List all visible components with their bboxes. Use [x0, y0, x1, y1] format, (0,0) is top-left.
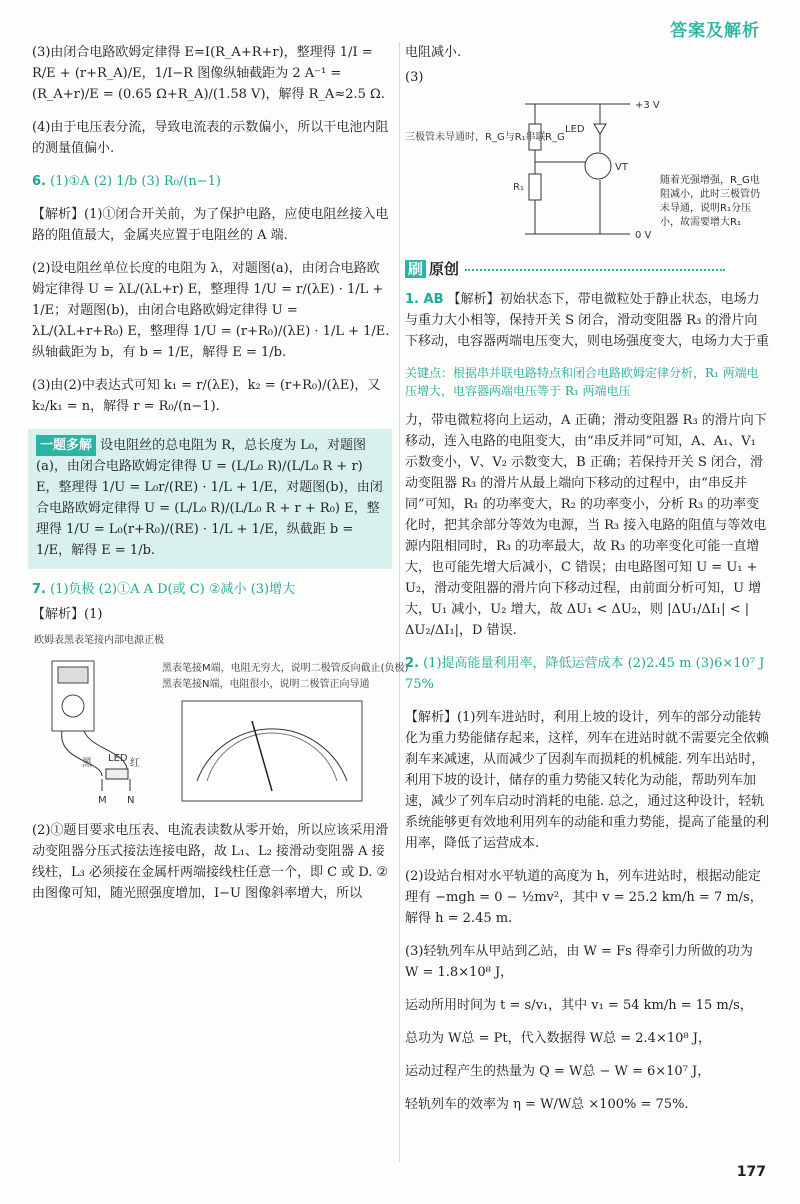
page-number: 177	[736, 1164, 766, 1180]
question-1	[405, 289, 770, 352]
red-label: 红	[130, 758, 140, 769]
vt-label: VT	[615, 162, 628, 173]
paragraph: (2)①题目要求电压表、电流表读数从零开始，所以应该采用滑动变阻器分压式接法连接电路，故 L₁、L₂ 接滑动变阻器 A 接线柱，L₃ 必须接在金属杆两端接线柱任意一个，即 C 或 D. ②由图像可知，随光照强度增加，I−U 图像斜率增大，所以	[32, 823, 389, 901]
led-label: LED	[565, 124, 585, 135]
paragraph: 力，带电微粒将向上运动，A 正确；滑动变阻器 R₃ 的滑片向下移动，连入电路的电阻变大，由“串反并同”可知，A、A₁、V₁ 示数变小，V、V₂ 示数变大，B 正确；若保持开关 S 闭合，滑动变阻器 R₃ 的滑片从最上端向下移动的过程中，由“串反并同”可知，R₁ 的功率变大，R₂ 的功率变小，分析 R₃ 的功率变化时，把其余部分等效为电源，当 R₃ 接入电路的阻值与等效电源内阻相同时，R₃ 的功率最大，故 R₃ 的功率变化可能一直增大，也可能先增大后减小，C 错误；由电路图可知 U = U₁ + U₂，滑动变阻器的滑片向下移动过程，由前面分析可知，U 增大，U₁ 减小，U₂ 增大，故 ΔU₁ < ΔU₂，则 |ΔU₁/ΔI₁| < |ΔU₂/ΔI₁|，D 错误.	[405, 413, 767, 638]
column-divider	[399, 42, 400, 1162]
rg-label: R_G	[545, 132, 565, 143]
v3-label: +3 V	[635, 100, 660, 111]
answer: (1)负极 (2)①A A D(或 C) ②减小 (3)增大	[50, 582, 296, 597]
paragraph: 【解析】初始状态下，带电微粒处于静止状态，电场力与重力大小相等，保持开关 S 闭合，滑动变阻器 R₃ 的滑片向下移动，电容器两端电压变大，则电场强度变大，电场力大于重	[405, 292, 770, 349]
figure-note: 欧姆表黑表笔接内部电源正极	[34, 635, 164, 646]
paragraph: 【解析】(1)①闭合开关前，为了保护电路，应使电阻丝接入电路的阻值最大，金属夹应置于电阻丝的 A 端.	[32, 207, 389, 243]
paragraph: (2)设站台相对水平轨道的高度为 h，列车进站时，根据动能定理有 −mgh = 0 − ½mv²，其中 v = 25.2 km/h = 7 m/s，解得 h = 2.45 m.	[405, 869, 763, 926]
section-badge: 刷	[405, 260, 426, 278]
led-symbol	[594, 124, 606, 134]
answer: (1)提高能量利用率，降低运营成本 (2)2.45 m (3)6×10⁷ J 75%	[405, 656, 765, 692]
multi-solution-box	[28, 429, 392, 569]
left-column	[32, 42, 409, 916]
black-label: 黑	[82, 758, 92, 769]
multimeter-diagram	[32, 631, 409, 806]
question-number: 1. AB	[405, 292, 444, 307]
question-number: 7.	[32, 582, 46, 597]
figure-note: 黑表笔接N端，电阻很小，说明二极管正向导通	[162, 679, 370, 690]
paragraph: 轻轨列车的效率为 η = W/W总 ×100% = 75%.	[405, 1097, 689, 1112]
multimeter-screen	[58, 667, 88, 683]
question-7	[32, 579, 392, 600]
paragraph: 【解析】(1)列车进站时，利用上坡的设计，列车的部分动能转化为重力势能储存起来，这样，列车在进站时就不需要完全依赖刹车来减速，从而减少了因刹车而损耗的机械能. 列车出站时，利用下坡的设计，储存的重力势能又转化为动能，帮助列车加速，减少了列车启动时消耗的电能. 总之，通过这种设计，轻轨系统能够更有效地利用列车的动能和重力势能，提高了能量的利用率，降低了运营成本.	[405, 710, 770, 851]
multimeter-figure	[32, 631, 409, 810]
section-header	[405, 258, 770, 279]
paragraph: 运动所用时间为 t = s/v₁，其中 v₁ = 54 km/h = 15 m/s，	[405, 998, 753, 1013]
circuit-note-left: 三极管未导通时，R_G与R₁串联	[405, 132, 546, 143]
section-rule	[465, 269, 725, 271]
paragraph: (3)轻轨列车从甲站到乙站，由 W = Fs 得牵引力所做的功为 W = 1.8×10⁸ J，	[405, 944, 753, 980]
v0-label: 0 V	[635, 230, 652, 241]
paragraph: (3)由闭合电路欧姆定律得 E=I(R_A+R+r)，整理得 1/I = R/E + (r+R_A)/E，1/I−R 图像纵轴截距为 2 A⁻¹ = (R_A+r)/E = (0.65 Ω+R_A)/(1.58 V)，解得 R_A≈2.5 Ω.	[32, 45, 385, 102]
r1-label: R₁	[513, 182, 524, 193]
answer: (1)①A (2) 1/b (3) R₀/(n−1)	[50, 174, 221, 189]
key-point-note: 关键点：根据串并联电路特点和闭合电路欧姆定律分析，R₁ 两端电压增大，电容器两端电压等于 R₁ 两端电压	[405, 366, 759, 398]
circuit-figure	[405, 94, 770, 248]
led	[106, 769, 128, 779]
paragraph: (3)由(2)中表达式可知 k₁ = r/(λE)，k₂ = (r+R₀)/(λE)，又 k₂/k₁ = n，解得 r = R₀/(n−1).	[32, 378, 381, 414]
multi-solution-tag: 一题多解	[36, 435, 96, 456]
paragraph: 电阻减小.	[405, 45, 462, 60]
paragraph: 总功为 W总 = Pt，代入数据得 W总 = 2.4×10⁸ J，	[405, 1031, 711, 1046]
paragraph: 【解析】(1)	[32, 607, 103, 622]
meter-face	[182, 701, 362, 801]
r1-resistor	[529, 174, 541, 200]
question-number: 6.	[32, 174, 46, 189]
multi-solution-text: 设电阻丝的总电阻为 R，总长度为 L₀，对题图(a)，由闭合电路欧姆定律得 U = (L/L₀ R)/(L/L₀ R + r) E，整理得 1/U = L₀r/(RE) · 1/L + 1/E，对题图(b)，由闭合电路欧姆定律得 U = (L/L₀ R)/(L/L₀ R + r + R₀) E，整理得 1/U = L₀(r+R₀)/(RE) · 1/L + 1/E，纵截距 b = 1/E，解得 E = 1/b.	[36, 438, 383, 558]
question-number: 2.	[405, 656, 419, 671]
transistor	[585, 153, 611, 179]
black-lead	[62, 731, 102, 776]
question-6	[32, 171, 392, 192]
header-title: 答案及解析	[670, 21, 760, 41]
figure-note: 黑表笔接M端，电阻无穷大，说明二极管反向截止(负极)	[162, 663, 409, 674]
paragraph: 运动过程产生的热量为 Q = W总 − W = 6×10⁷ J，	[405, 1064, 711, 1079]
section-title: 原创	[429, 260, 460, 278]
paragraph: (4)由于电压表分流，导致电流表的示数偏小，所以干电池内阻的测量值偏小.	[32, 120, 389, 156]
circuit-note-right: 随着光强增强，R_G电阻减小，此时三极管仍未导通，说明R₁分压小，故需要增大R₁	[660, 175, 760, 228]
question-2	[405, 653, 770, 695]
led-label: LED	[108, 753, 128, 764]
n-label: N	[127, 795, 135, 806]
paragraph: (2)设电阻丝单位长度的电阻为 λ，对题图(a)，由闭合电路欧姆定律得 U = λL/(λL+r) E，整理得 1/U = r/(λE) · 1/L + 1/E；对题图(b)，由闭合电路欧姆定律得 U = λL/(λL+r+R₀) E，整理得 1/U = (r+R₀)/(λE) · 1/L + 1/E. 纵轴截距为 b，有 b = 1/E，解得 E = 1/b.	[32, 261, 390, 360]
right-column	[405, 42, 770, 1127]
m-label: M	[98, 795, 107, 806]
paragraph: (3)	[405, 70, 424, 85]
